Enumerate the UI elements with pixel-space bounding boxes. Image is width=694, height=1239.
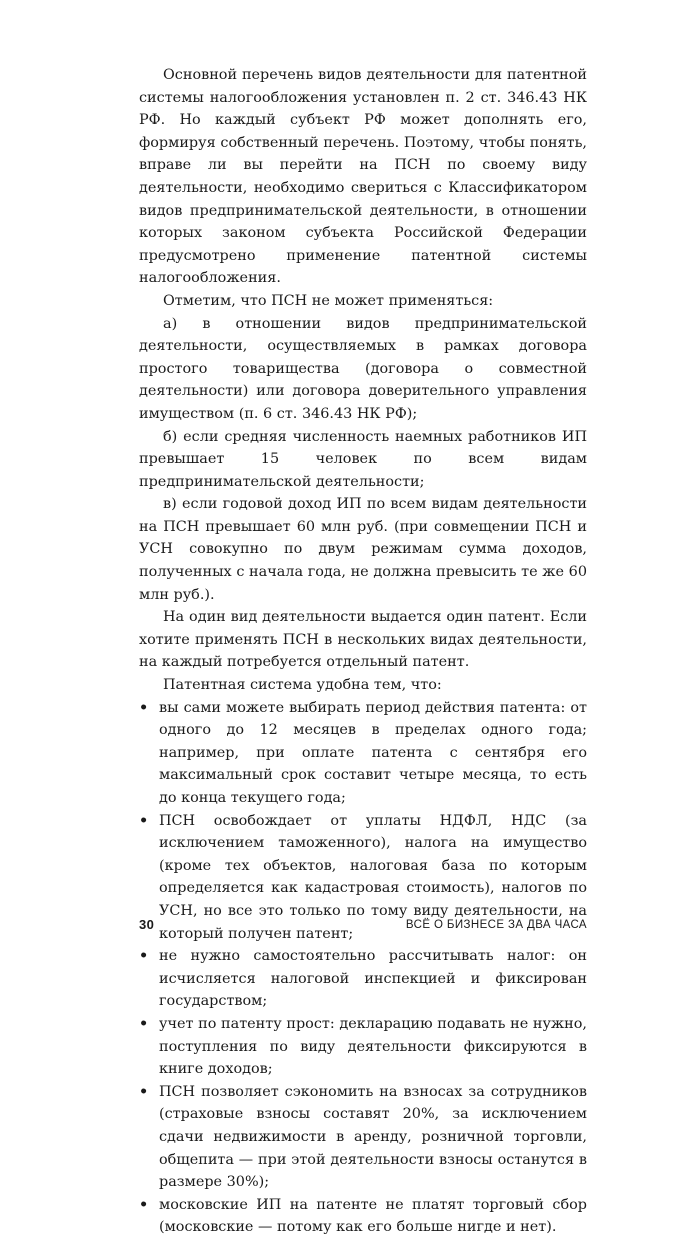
- list-item-text: учет по патенту прост: декларацию подавать не нужно, поступления по виду деятельности фиксируются в книге доходов;: [159, 1015, 587, 1078]
- bullet-icon: •: [139, 1082, 149, 1100]
- list-item-text: не нужно самостоятельно рассчитывать налог: он исчисляется налоговой инспекцией и фиксирован государством;: [159, 948, 587, 1010]
- running-title: ВСЁ О БИЗНЕСЕ ЗА ДВА ЧАСА: [405, 919, 587, 931]
- advantages-list: [139, 697, 587, 1239]
- bullet-icon: •: [139, 1195, 149, 1213]
- page-body: [139, 64, 587, 1239]
- page-number: 30: [139, 917, 155, 932]
- list-item: [139, 697, 587, 810]
- list-item: [139, 945, 587, 1013]
- list-item-text: ПСН позволяет сэкономить на взносах за сотрудников (страховые взносы составят 20%, за исключением сдачи недвижимости в аренду, розничной торговли, общепита — при этой деятельности взносы останутся в размере 30%);: [159, 1083, 587, 1191]
- paragraph-advantages-heading: Патентная система удобна тем, что:: [163, 677, 442, 694]
- bullet-icon: •: [139, 698, 149, 716]
- list-item-text: вы сами можете выбирать период действия патента: от одного до 12 месяцев в пределах одного года; например, при оплате патента с сентября его максимальный срок составит четыре месяца, то есть до конца текущего года;: [159, 699, 587, 806]
- list-item-text: ПСН освобождает от уплаты НДФЛ, НДС (за исключением таможенного), налога на имущество (кроме тех объектов, налоговая база по которым определяется как кадастровая стоимость), налогов по УСН, но все это только по тому виду деятельности, на который получен патент;: [159, 812, 587, 942]
- paragraph-restriction-c: в) если годовой доход ИП по всем видам деятельности на ПСН превышает 60 млн руб. (при совмещении ПСН и УСН совокупно по двум режимам сумма доходов, полученных с начала года, не должна превысить те же 60 млн руб.).: [139, 496, 587, 603]
- list-item: [139, 1013, 587, 1081]
- bullet-icon: •: [139, 947, 149, 965]
- bullet-icon: •: [139, 1014, 149, 1032]
- paragraph-one-patent: На один вид деятельности выдается один патент. Если хотите применять ПСН в нескольких видах деятельности, на каждый потребуется отдельный патент.: [139, 609, 587, 671]
- paragraph-restrictions-heading: Отметим, что ПСН не может применяться:: [163, 292, 494, 309]
- paragraph-restriction-a: а) в отношении видов предпринимательской деятельности, осуществляемых в рамках договора простого товарищества (договора о совместной деятельности) или договора доверительного управления имуществом (п. 6 ст. 346.43 НК РФ);: [139, 315, 587, 422]
- list-item-text: московские ИП на патенте не платят торговый сбор (московские — потому как его больше нигде и нет).: [159, 1196, 587, 1236]
- bullet-icon: •: [139, 811, 149, 829]
- list-item: [139, 1081, 587, 1194]
- paragraph-restriction-b: б) если средняя численность наемных работников ИП превышает 15 человек по всем видам предпринимательской деятельности;: [139, 428, 587, 490]
- paragraph-intro: Основной перечень видов деятельности для патентной системы налогообложения установлен п. 2 ст. 346.43 НК РФ. Но каждый субъект РФ может дополнять его, формируя собственный перечень. Поэтому, чтобы понять, вправе ли вы перейти на ПСН по своему виду деятельности, необходимо свериться с Классификатором видов предпринимательской деятельности, в отношении которых законом субъекта Российской Федерации предусмотрено применение патентной системы налогообложения.: [139, 67, 587, 287]
- list-item: [139, 1194, 587, 1239]
